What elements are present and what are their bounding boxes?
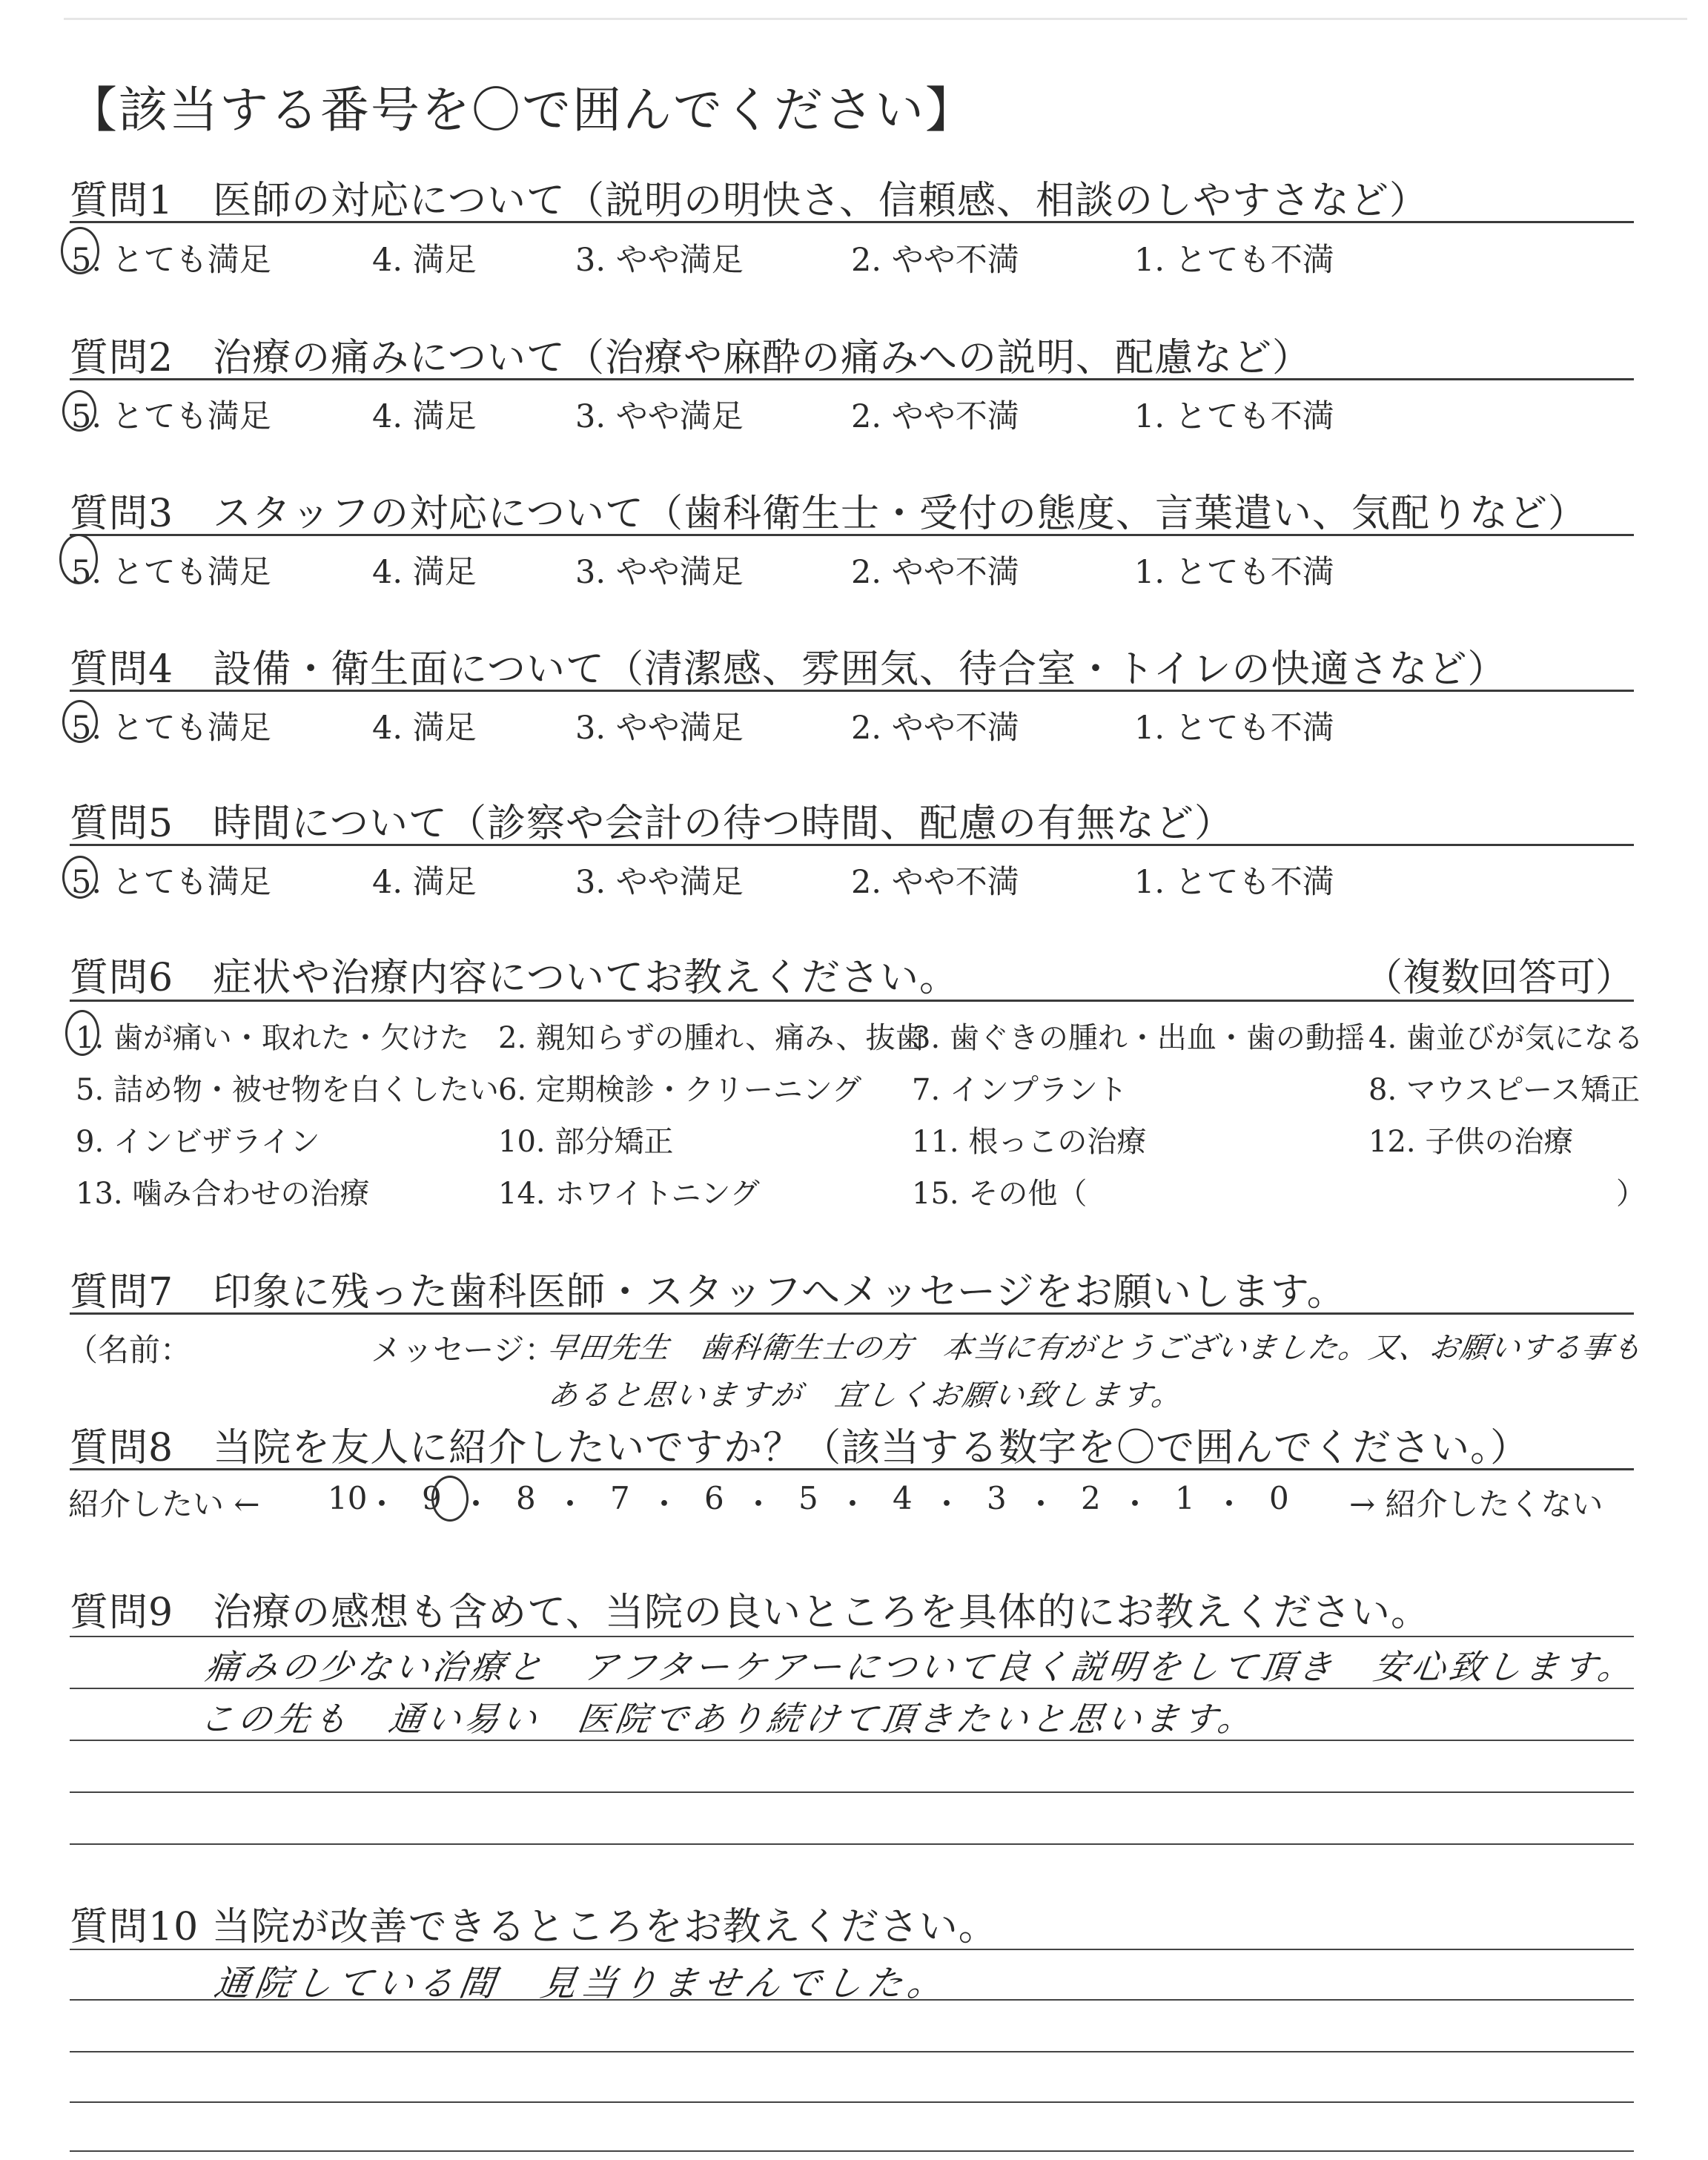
q3-option-4[interactable]: 4. 満足: [372, 554, 477, 591]
q6-option-4[interactable]: 4. 歯並びが気になる: [1368, 1021, 1644, 1055]
q9-answer-handwriting-2: この先も 通い易い 医院であり続けて頂きたいと思います。: [196, 1699, 1259, 1739]
q1-option-4[interactable]: 4. 満足: [372, 242, 477, 279]
q6-option-6[interactable]: 6. 定期検診・クリーニング: [498, 1073, 862, 1107]
q6-option-11[interactable]: 11. 根っこの治療: [912, 1125, 1147, 1159]
q6-option-5[interactable]: 5. 詰め物・被せ物を白くしたい: [76, 1073, 499, 1107]
q10-rule-4: [70, 2150, 1634, 2152]
q6-option-2[interactable]: 2. 親知らずの腫れ、痛み、抜歯: [498, 1021, 925, 1055]
question-10-label: 質問10 当院が改善できるところをお教えください。: [70, 1905, 998, 1949]
q10-rule-0: [70, 1949, 1634, 1950]
question-2-label: 質問2 治療の痛みについて（治療や麻酔の痛みへの説明、配慮など）: [70, 336, 1312, 380]
question-9-label: 質問9 治療の感想も含めて、当院の良いところを具体的にお教えください。: [70, 1591, 1431, 1635]
q8-right-label: → 紹介したくない: [1349, 1486, 1603, 1522]
q1-option-2[interactable]: 2. やや不満: [851, 242, 1019, 279]
question-3-rule: [70, 534, 1634, 536]
question-7-label: 質問7 印象に残った歯科医師・スタッフへメッセージをお願いします。: [70, 1270, 1346, 1315]
q4-option-3[interactable]: 3. やや満足: [575, 710, 744, 747]
q5-selected-circle: [62, 856, 98, 899]
q8-scale-dot: ・: [1119, 1486, 1151, 1522]
question-5-label: 質問5 時間について（診察や会計の待つ時間、配慮の有無など）: [70, 802, 1234, 846]
q3-option-1[interactable]: 1. とても不満: [1134, 554, 1334, 591]
question-3: [70, 482, 1634, 534]
q8-scale-dot: ・: [366, 1486, 398, 1522]
question-3-label: 質問3 スタッフの対応について（歯科衛生士・受付の態度、言葉遣い、気配りなど）: [70, 492, 1588, 536]
q7-message-handwriting-2: あると思いますが 宜しくお願い致します。: [546, 1378, 1186, 1413]
question-7-rule: [70, 1312, 1634, 1315]
q6-option-9[interactable]: 9. インビザライン: [76, 1125, 320, 1159]
q2-option-4[interactable]: 4. 満足: [372, 398, 477, 435]
top-border: [64, 18, 1687, 20]
q4-option-2[interactable]: 2. やや不満: [851, 710, 1019, 747]
question-6-rule: [70, 1000, 1634, 1002]
q9-rule-3: [70, 1791, 1634, 1793]
q6-other-close-paren: ）: [1616, 1177, 1646, 1211]
question-6-note: （複数回答可）: [1363, 956, 1634, 1000]
q6-option-12[interactable]: 12. 子供の治療: [1368, 1125, 1574, 1159]
q6-option-15[interactable]: 15. その他（: [912, 1177, 1088, 1211]
q5-option-1[interactable]: 1. とても不満: [1134, 864, 1334, 901]
question-8: [70, 1416, 1634, 1468]
question-5: [70, 792, 1634, 844]
q8-scale-10[interactable]: 10: [328, 1480, 368, 1516]
q8-scale-dot: ・: [1025, 1486, 1057, 1522]
q5-option-2[interactable]: 2. やや不満: [851, 864, 1019, 901]
question-1-rule: [70, 221, 1634, 223]
q8-scale-5[interactable]: 5: [798, 1480, 818, 1516]
q10-answer-handwriting-1: 通院している間 見当りませんでした。: [211, 1963, 952, 2004]
q8-scale-dot: ・: [649, 1486, 681, 1522]
q8-scale-dot: ・: [1214, 1486, 1245, 1522]
q1-option-1[interactable]: 1. とても不満: [1134, 242, 1334, 279]
question-4-rule: [70, 690, 1634, 692]
question-5-rule: [70, 844, 1634, 846]
q6-option-8[interactable]: 8. マウスピース矯正: [1368, 1073, 1641, 1107]
q6-option-3[interactable]: 3. 歯ぐきの腫れ・出血・歯の動揺: [912, 1021, 1365, 1055]
q8-left-label: 紹介したい ←: [68, 1486, 260, 1522]
q5-option-3[interactable]: 3. やや満足: [575, 864, 744, 901]
q7-name-label: （名前：: [67, 1332, 192, 1368]
q8-scale-3[interactable]: 3: [987, 1480, 1007, 1516]
q8-scale-7[interactable]: 7: [610, 1480, 630, 1516]
q2-option-3[interactable]: 3. やや満足: [575, 398, 744, 435]
q1-option-5[interactable]: 5. とても満足: [71, 242, 271, 279]
q5-option-5[interactable]: 5. とても満足: [71, 864, 271, 901]
q7-message-label: メッセージ：: [371, 1332, 556, 1368]
q4-option-1[interactable]: 1. とても不満: [1134, 710, 1334, 747]
q3-option-2[interactable]: 2. やや不満: [851, 554, 1019, 591]
q6-option-14[interactable]: 14. ホワイトニング: [498, 1177, 760, 1211]
q3-selected-circle: [59, 534, 98, 584]
q10-rule-2: [70, 2051, 1634, 2052]
q8-selected-circle: [431, 1476, 469, 1522]
q8-scale-dot: ・: [460, 1486, 492, 1522]
question-9: [70, 1581, 1634, 1633]
question-4-label: 質問4 設備・衛生面について（清潔感、雰囲気、待合室・トイレの快適さなど）: [70, 647, 1507, 692]
q5-option-4[interactable]: 4. 満足: [372, 864, 477, 901]
q2-selected-circle: [62, 390, 96, 432]
q8-scale-dot: ・: [837, 1486, 869, 1522]
q2-option-2[interactable]: 2. やや不満: [851, 398, 1019, 435]
page-title: 【該当する番号を〇で囲んでください】: [68, 82, 976, 139]
q6-option-10[interactable]: 10. 部分矯正: [498, 1125, 674, 1159]
q7-message-handwriting-1: 早田先生 歯科衛生士の方 本当に有がとうございました。又、お願いする事も: [546, 1331, 1645, 1365]
q6-selected-circle: [65, 1010, 99, 1056]
q4-option-4[interactable]: 4. 満足: [372, 710, 477, 747]
q2-option-5[interactable]: 5. とても満足: [71, 398, 271, 435]
q9-rule-0: [70, 1636, 1634, 1637]
q9-rule-4: [70, 1843, 1634, 1845]
q6-option-13[interactable]: 13. 噛み合わせの治療: [76, 1177, 370, 1211]
q6-option-7[interactable]: 7. インプラント: [912, 1073, 1128, 1107]
question-1: [70, 169, 1634, 221]
q4-option-5[interactable]: 5. とても満足: [71, 710, 271, 747]
question-2-rule: [70, 378, 1634, 380]
q8-scale-4[interactable]: 4: [893, 1480, 913, 1516]
q8-scale-8[interactable]: 8: [516, 1480, 536, 1516]
question-8-rule: [70, 1468, 1634, 1470]
q10-rule-3: [70, 2101, 1634, 2103]
q8-scale-9[interactable]: 9: [422, 1480, 442, 1516]
question-1-label: 質問1 医師の対応について（説明の明快さ、信頼感、相談のしやすさなど）: [70, 179, 1429, 223]
question-4: [70, 638, 1634, 690]
q8-scale-6[interactable]: 6: [704, 1480, 724, 1516]
question-6-label: 質問6 症状や治療内容についてお教えください。: [70, 956, 959, 1000]
question-10: [70, 1895, 1634, 1947]
q3-option-3[interactable]: 3. やや満足: [575, 554, 744, 591]
q8-scale-0[interactable]: 0: [1269, 1480, 1289, 1516]
q8-scale-2[interactable]: 2: [1081, 1480, 1101, 1516]
q8-scale-1[interactable]: 1: [1175, 1480, 1195, 1516]
question-2: [70, 326, 1634, 378]
q1-selected-circle: [61, 227, 99, 274]
q8-scale-dot: ・: [931, 1486, 963, 1522]
question-8-label: 質問8 当院を友人に紹介したいですか？（該当する数字を〇で囲んでください。）: [70, 1426, 1530, 1470]
q3-option-5[interactable]: 5. とても満足: [71, 554, 271, 591]
q6-option-1[interactable]: 1. 歯が痛い・取れた・欠けた: [76, 1021, 469, 1055]
q8-scale-dot: ・: [555, 1486, 586, 1522]
question-7: [70, 1261, 1634, 1315]
q8-scale-dot: ・: [743, 1486, 775, 1522]
question-6: [70, 946, 1634, 998]
q1-option-3[interactable]: 3. やや満足: [575, 242, 744, 279]
q9-answer-handwriting-1: 痛みの少ない治療と アフターケアーについて良く説明をして頂き 安心致します。: [202, 1647, 1639, 1687]
q2-option-1[interactable]: 1. とても不満: [1134, 398, 1334, 435]
q4-selected-circle: [62, 700, 98, 743]
